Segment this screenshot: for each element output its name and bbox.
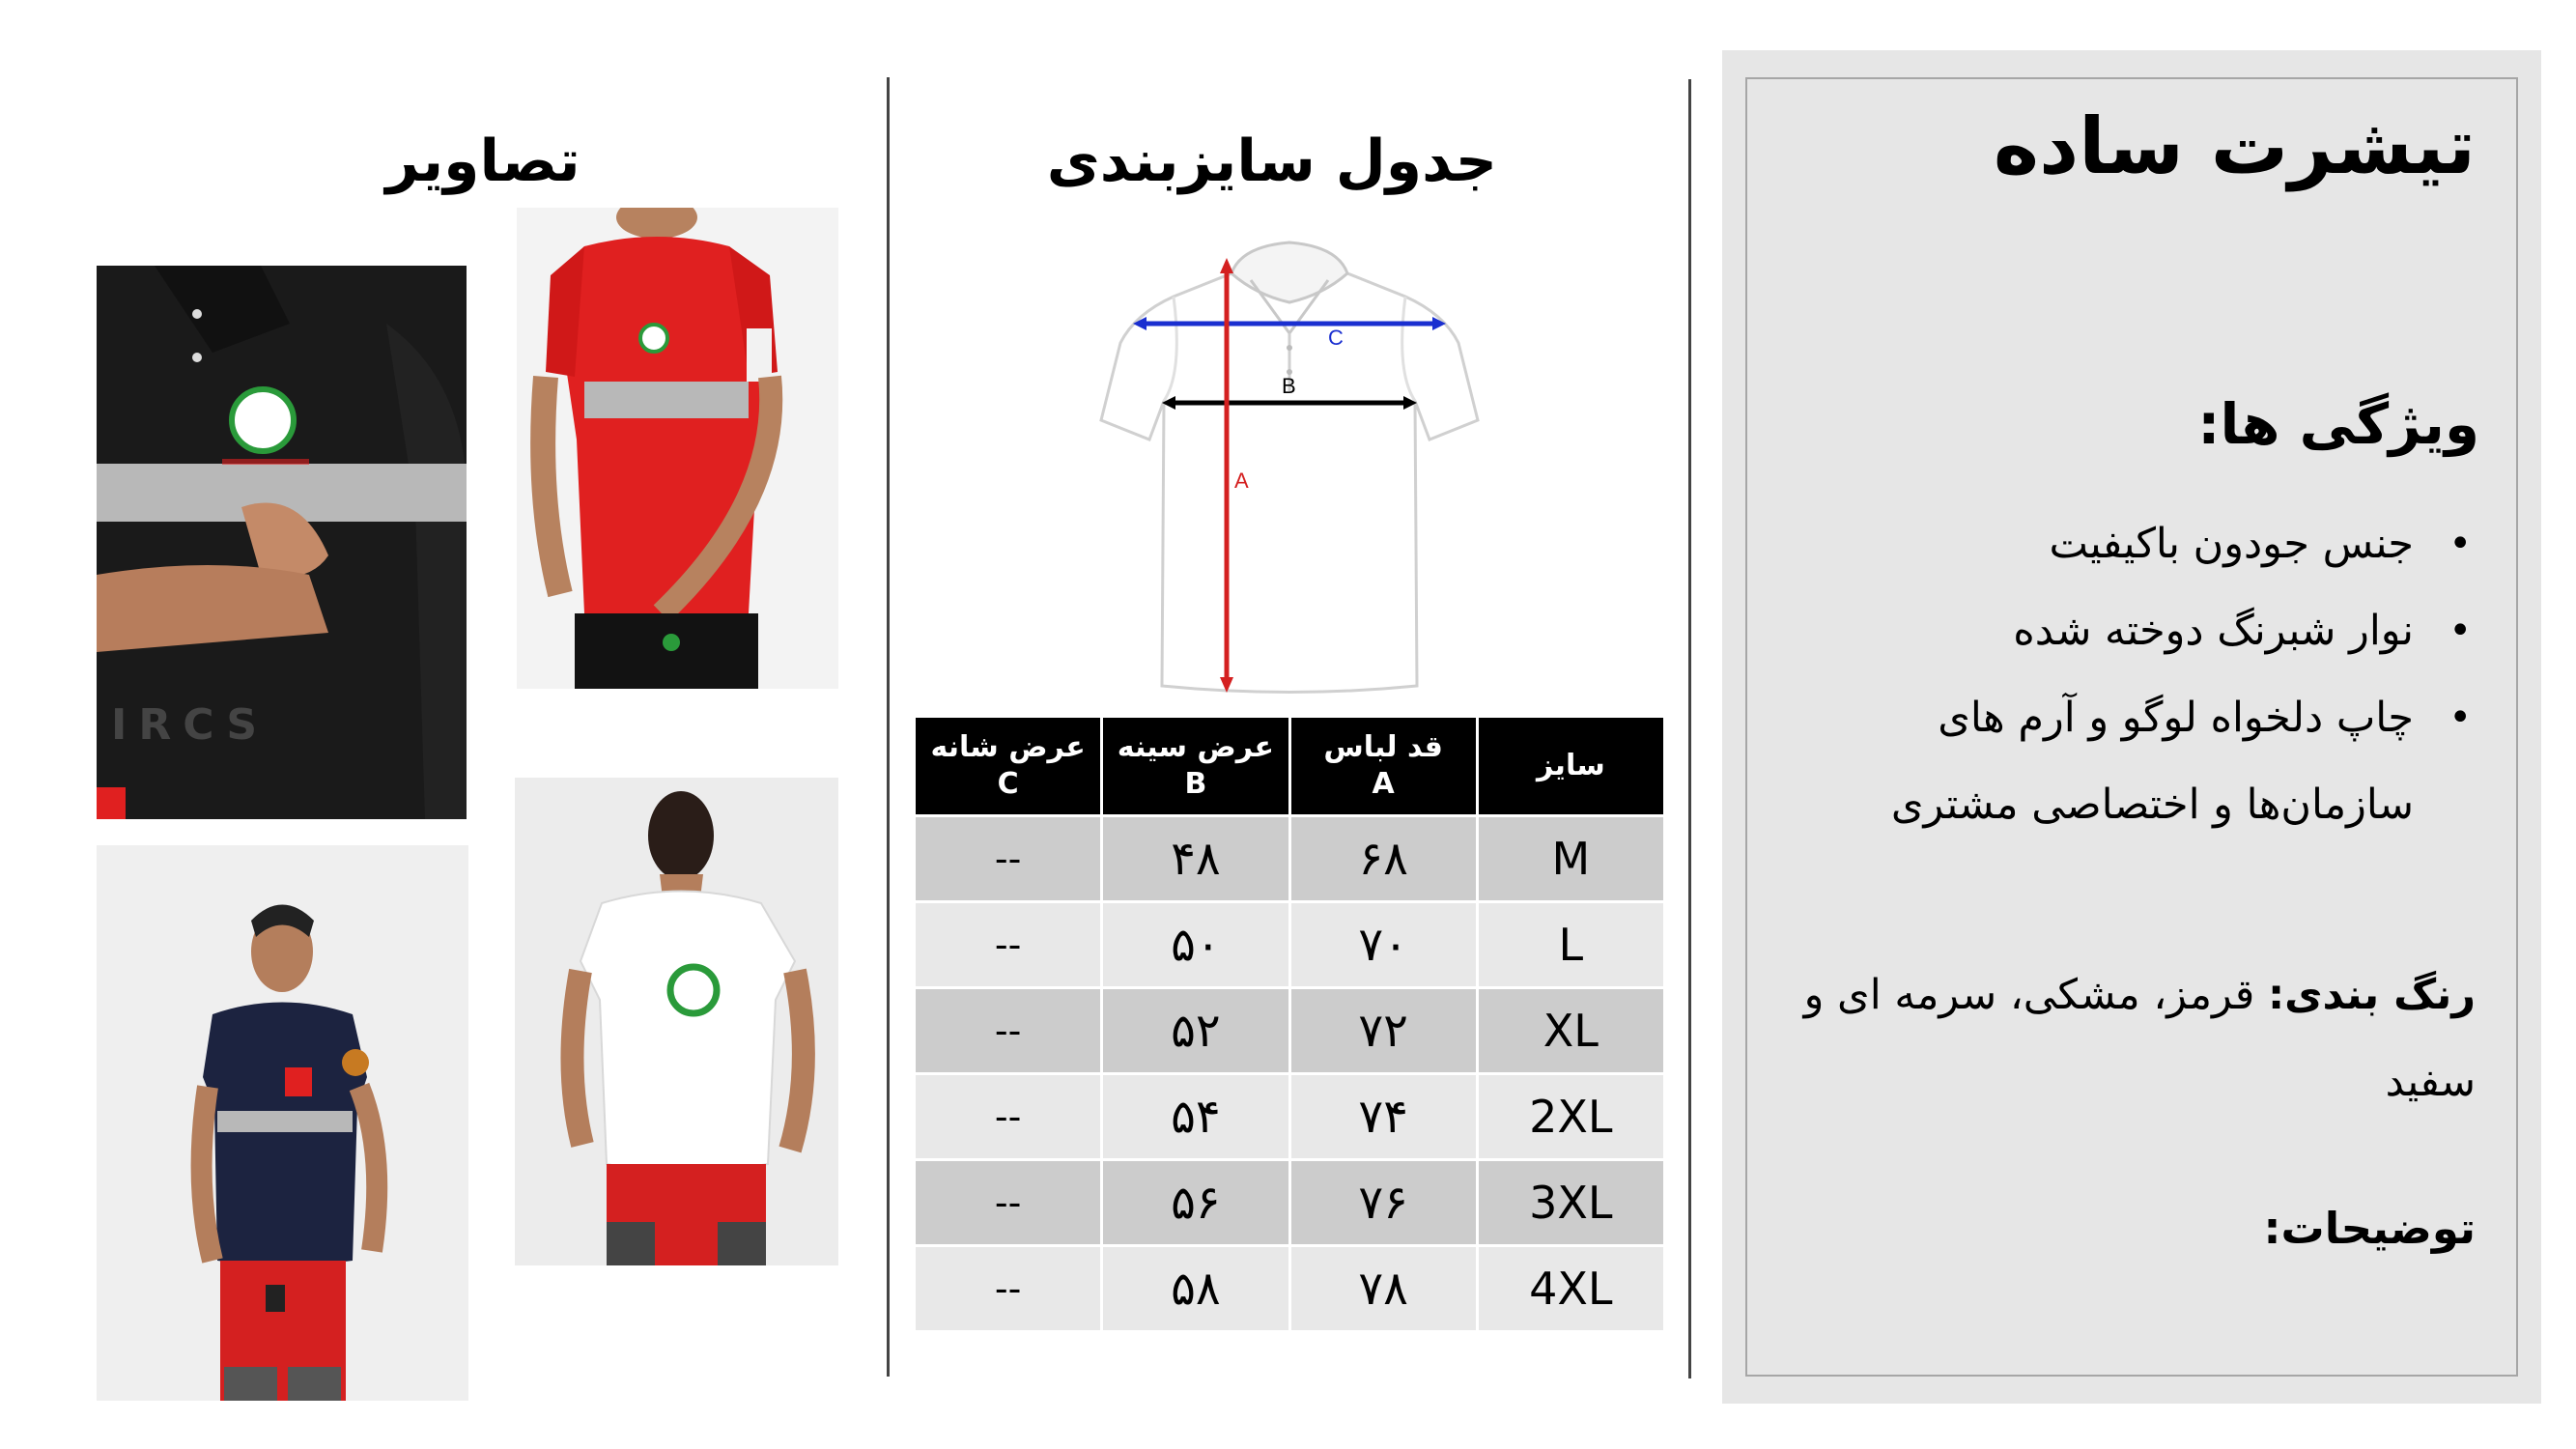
feature-item: • چاپ دلخواه لوگو و آرم های سازمان‌ها و اختصاصی مشتری — [1776, 674, 2472, 848]
feature-item: • نوار شبرنگ دوخته شده — [1776, 587, 2472, 674]
table-row — [916, 903, 1663, 986]
length-cell: ۷۴ — [1291, 1075, 1476, 1158]
table-row — [916, 1247, 1663, 1330]
photo-navy-shirt — [97, 845, 468, 1401]
size-chart-title: جدول سایزبندی — [1046, 128, 1497, 195]
shoulder-cell: -- — [916, 817, 1100, 900]
size-table — [913, 715, 1666, 1333]
table-row — [916, 1075, 1663, 1158]
measure-label-a: A — [1234, 469, 1249, 493]
shoulder-cell: -- — [916, 1161, 1100, 1244]
shoulder-cell: -- — [916, 989, 1100, 1072]
header-length: قد لباس A — [1291, 718, 1476, 814]
measure-label-b: B — [1282, 374, 1296, 398]
size-cell: 2XL — [1479, 1075, 1663, 1158]
colors-line — [1780, 952, 2476, 1125]
chest-cell: ۵۰ — [1103, 903, 1288, 986]
length-cell: ۷۰ — [1291, 903, 1476, 986]
divider-right — [1688, 79, 1691, 1378]
table-row — [916, 1161, 1663, 1244]
divider-left — [887, 77, 890, 1377]
notes-label: توضیحات: — [2263, 1203, 2476, 1254]
chest-cell: ۵۸ — [1103, 1247, 1288, 1330]
size-cell: L — [1479, 903, 1663, 986]
photo-white-shirt-back — [515, 778, 838, 1265]
chest-cell: ۵۲ — [1103, 989, 1288, 1072]
header-chest: عرض سینه B — [1103, 718, 1288, 814]
table-row — [916, 817, 1663, 900]
sleeve-print-text: IRCS — [111, 700, 269, 750]
size-table-header-row — [916, 718, 1663, 814]
chest-cell: ۵۴ — [1103, 1075, 1288, 1158]
gallery-title: تصاویر — [385, 128, 580, 195]
length-cell: ۷۸ — [1291, 1247, 1476, 1330]
length-cell: ۶۸ — [1291, 817, 1476, 900]
colors-label: رنگ بندی: — [2267, 971, 2476, 1019]
header-size: سایز — [1479, 718, 1663, 814]
length-cell: ۷۶ — [1291, 1161, 1476, 1244]
size-cell: 4XL — [1479, 1247, 1663, 1330]
length-cell: ۷۲ — [1291, 989, 1476, 1072]
chest-cell: ۴۸ — [1103, 817, 1288, 900]
measure-label-c: C — [1328, 326, 1344, 350]
photo-black-shirt — [97, 266, 467, 819]
size-cell: XL — [1479, 989, 1663, 1072]
size-cell: 3XL — [1479, 1161, 1663, 1244]
colors-value: قرمز، مشکی، سرمه ای و سفید — [1803, 971, 2476, 1106]
shirt-outline — [1101, 252, 1478, 693]
features-list — [1776, 500, 2472, 848]
shoulder-cell: -- — [916, 1075, 1100, 1158]
chest-cell: ۵۶ — [1103, 1161, 1288, 1244]
features-heading: ویژگی ها: — [2197, 391, 2479, 457]
header-shoulder: عرض شانه C — [916, 718, 1100, 814]
shoulder-cell: -- — [916, 1247, 1100, 1330]
table-row — [916, 989, 1663, 1072]
photo-red-shirt — [517, 208, 838, 689]
size-cell: M — [1479, 817, 1663, 900]
product-title: تیشرت ساده — [1993, 101, 2476, 191]
shoulder-cell: -- — [916, 903, 1100, 986]
feature-item: • جنس جودون باکیفیت — [1776, 500, 2472, 587]
shirt-measurement-diagram — [1087, 237, 1492, 700]
